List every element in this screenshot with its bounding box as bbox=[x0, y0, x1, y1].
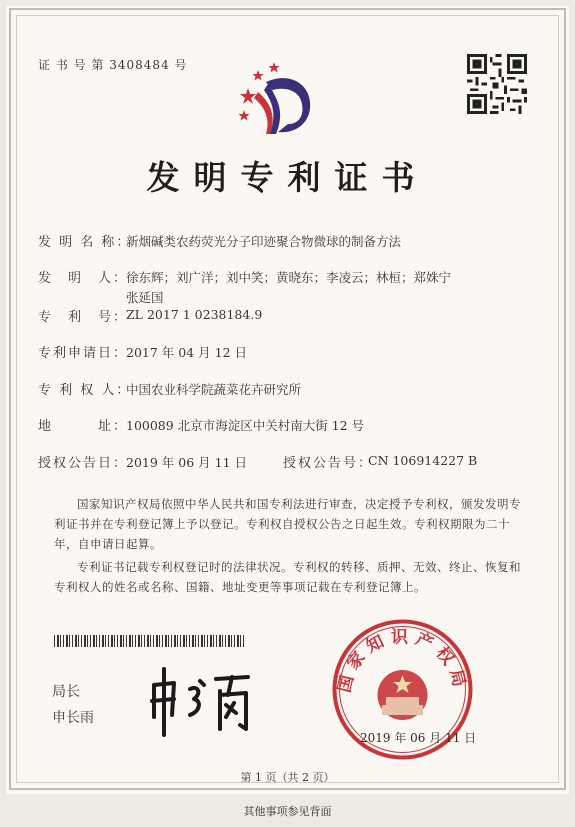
grant-number-label: 授权公告号： bbox=[283, 456, 374, 471]
signatory-name: 申长雨 bbox=[52, 710, 94, 726]
signature-title: 局长 bbox=[52, 684, 80, 700]
page-number: 第 1 页（共 2 页） bbox=[240, 771, 335, 784]
invention-name-label: 发 明 名 称： bbox=[38, 235, 132, 250]
logo-star bbox=[253, 70, 264, 81]
national-emblem-icon bbox=[378, 670, 428, 720]
certificate-number: 证 书 号 第 3408484 号 bbox=[38, 58, 188, 72]
inventors-value: 徐东辉；刘广洋；刘中笑；黄晓东；李凌云；林桓；郑姝宁 bbox=[126, 270, 452, 285]
logo-star bbox=[240, 88, 256, 104]
invention-name-value: 新烟碱类农药荧光分子印迹聚合物微球的制备方法 bbox=[126, 234, 402, 249]
logo-star bbox=[269, 62, 280, 73]
seal-date: 2019 年 06 月 11 日 bbox=[360, 731, 477, 745]
address-label: 地 址： bbox=[38, 419, 129, 434]
qr-code-icon bbox=[467, 54, 527, 114]
filing-date-label: 专利申请日： bbox=[38, 346, 129, 361]
patent-number-label: 专 利 号： bbox=[38, 310, 129, 325]
filing-date-value: 2017 年 04 月 12 日 bbox=[126, 345, 247, 360]
certificate-paragraph-grant: 国家知识产权局依照中华人民共和国专利法进行审查，决定授予专利权，颁发发明专利证书并在专利登记簿上予以登记。专利权自授权公告之日起生效。专利权期限为二十年，自申请日起算。 bbox=[54, 497, 521, 551]
logo-star bbox=[239, 110, 250, 121]
barcode bbox=[54, 635, 246, 647]
address-value: 100089 北京市海淀区中关村南大街 12 号 bbox=[126, 418, 365, 433]
grant-date-label: 授权公告日： bbox=[38, 456, 129, 471]
inventors-value-continued: 张延国 bbox=[126, 290, 164, 305]
footer-note: 其他事项参见背面 bbox=[243, 805, 332, 818]
grant-date-value: 2019 年 06 月 11 日 bbox=[126, 455, 247, 470]
grant-number-value: CN 106914227 B bbox=[368, 453, 478, 468]
cnipa-logo-icon bbox=[228, 52, 318, 137]
inventors-label: 发 明 人： bbox=[38, 271, 129, 286]
certificate-title: 发明专利证书 bbox=[146, 158, 429, 197]
patent-number-value: ZL 2017 1 0238184.9 bbox=[126, 307, 263, 322]
certificate-paragraph-legal-status: 专利证书记载专利权登记时的法律状况。专利权的转移、质押、无效、终止、恢复和专利权人的姓名或名称、国籍、地址变更等事项记载在专利登记簿上。 bbox=[54, 560, 521, 594]
patentee-value: 中国农业科学院蔬菜花卉研究所 bbox=[126, 382, 302, 397]
patentee-label: 专 利 权 人： bbox=[38, 383, 132, 398]
handwritten-signature bbox=[140, 655, 260, 745]
seal-text: 国家知识产权局 bbox=[334, 627, 471, 695]
